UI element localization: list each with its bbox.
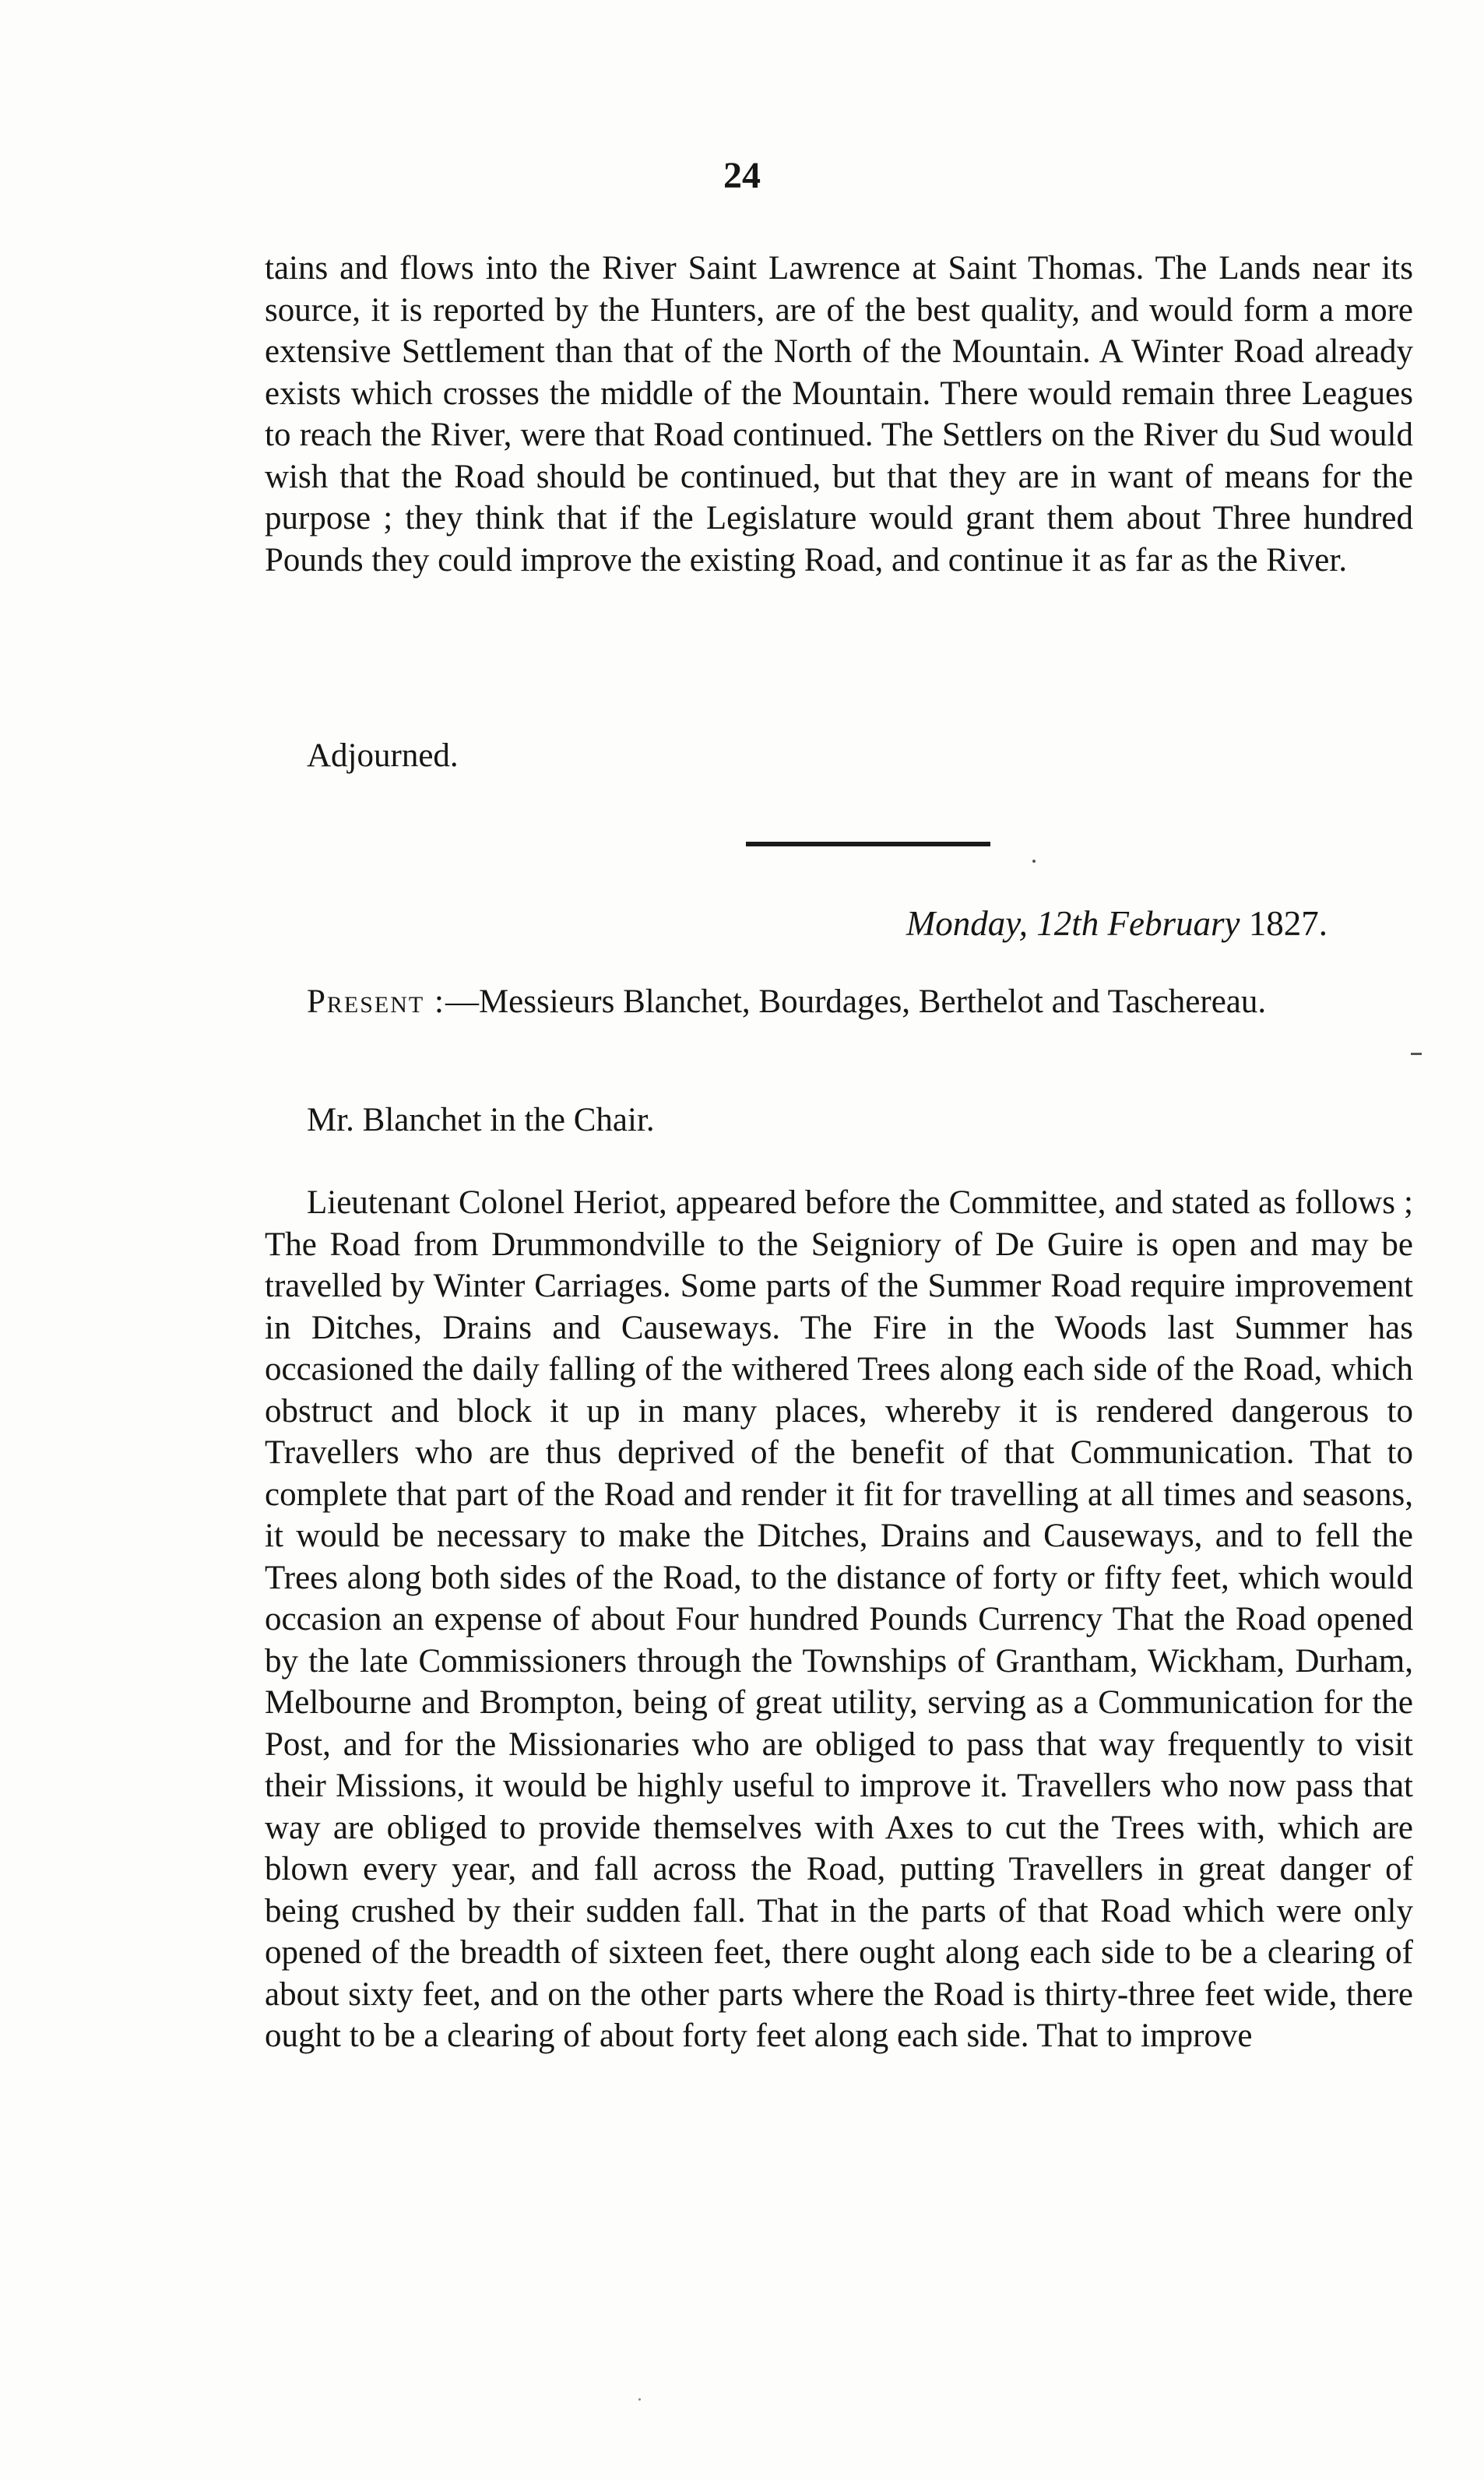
- section-divider-rule: [746, 842, 990, 846]
- chair-text: Mr. Blanchet in the Chair.: [307, 1102, 655, 1138]
- continued-paragraph-block: [265, 248, 1413, 581]
- ink-speck: [638, 2398, 641, 2401]
- continued-paragraph: tains and flows into the River Saint Lawrence at Saint Thomas. The Lands near its source, it is reported by the Hunters, are of the best quality, and would form a more extensive Settlement than that of the North of the Mountain. A Winter Road already exists which crosses the middle of the Mountain. There would remain three Leagues to reach the River, were that Road continued. The Settlers on the River du Sud would wish that the Road should be continued, but that they are in want of means for the purpose ; they think that if the Legislature would grant them about Three hundred Pounds they could improve the existing Road, and continue it as far as the River.: [265, 250, 1413, 579]
- ink-speck: [1032, 860, 1036, 863]
- margin-dash-mark: [1411, 1053, 1422, 1055]
- testimony-paragraph: Lieutenant Colonel Heriot, appeared before the Committee, and stated as follows ; The Road from Drummondville to the Seigniory of De Guire is open and may be travelled by Winter Carriages. Some parts of the Summer Road require improvement in Ditches, Drains and Causeways. The Fire in the Woods last Summer has occasioned the daily falling of the withered Trees along each side of the Road, which obstruct and block it up in many places, whereby it is rendered dangerous to Travellers who are thus deprived of the benefit of that Communication. That to complete that part of the Road and render it fit for travelling at all times and seasons, it would be necessary to make the Ditches, Drains and Causeways, and to fell the Trees along both sides of the Road, to the distance of forty or fifty feet, which would occasion an expense of about Four hundred Pounds Currency That the Road opened by the late Commissioners through the Townships of Grantham, Wickham, Durham, Melbourne and Brompton, being of great utility, serving as a Communication for the Post, and for the Missionaries who are obliged to pass that way frequently to visit their Missions, it would be highly useful to improve it. Travellers who now pass that way are obliged to provide themselves with Axes to cut the Trees with, which are blown every year, and fall across the Road, putting Travellers in great danger of being crushed by their sudden fall. That in the parts of that Road which were only opened of the breadth of sixteen feet, there ought along each side to be a clearing of about sixty feet, and on the other parts where the Road is thirty-three feet wide, there ought to be a clearing of about forty feet along each side. That to improve: [265, 1184, 1413, 2054]
- page-number: 24: [723, 155, 761, 196]
- present-paragraph: [265, 981, 1413, 1023]
- present-label: Present :: [307, 983, 445, 1020]
- session-year: 1827.: [1248, 904, 1328, 943]
- chair-block: [265, 1099, 1413, 1142]
- adjourned-text: Adjourned.: [307, 737, 459, 774]
- adjourned-block: [265, 735, 1413, 777]
- session-day: Monday, 12th February: [906, 904, 1240, 943]
- present-members: —Messieurs Blanchet, Bourdages, Berthelot and Taschereau.: [445, 983, 1267, 1020]
- testimony-block: [265, 1182, 1413, 2057]
- present-block: [265, 981, 1413, 1023]
- session-dateline: [265, 902, 1413, 945]
